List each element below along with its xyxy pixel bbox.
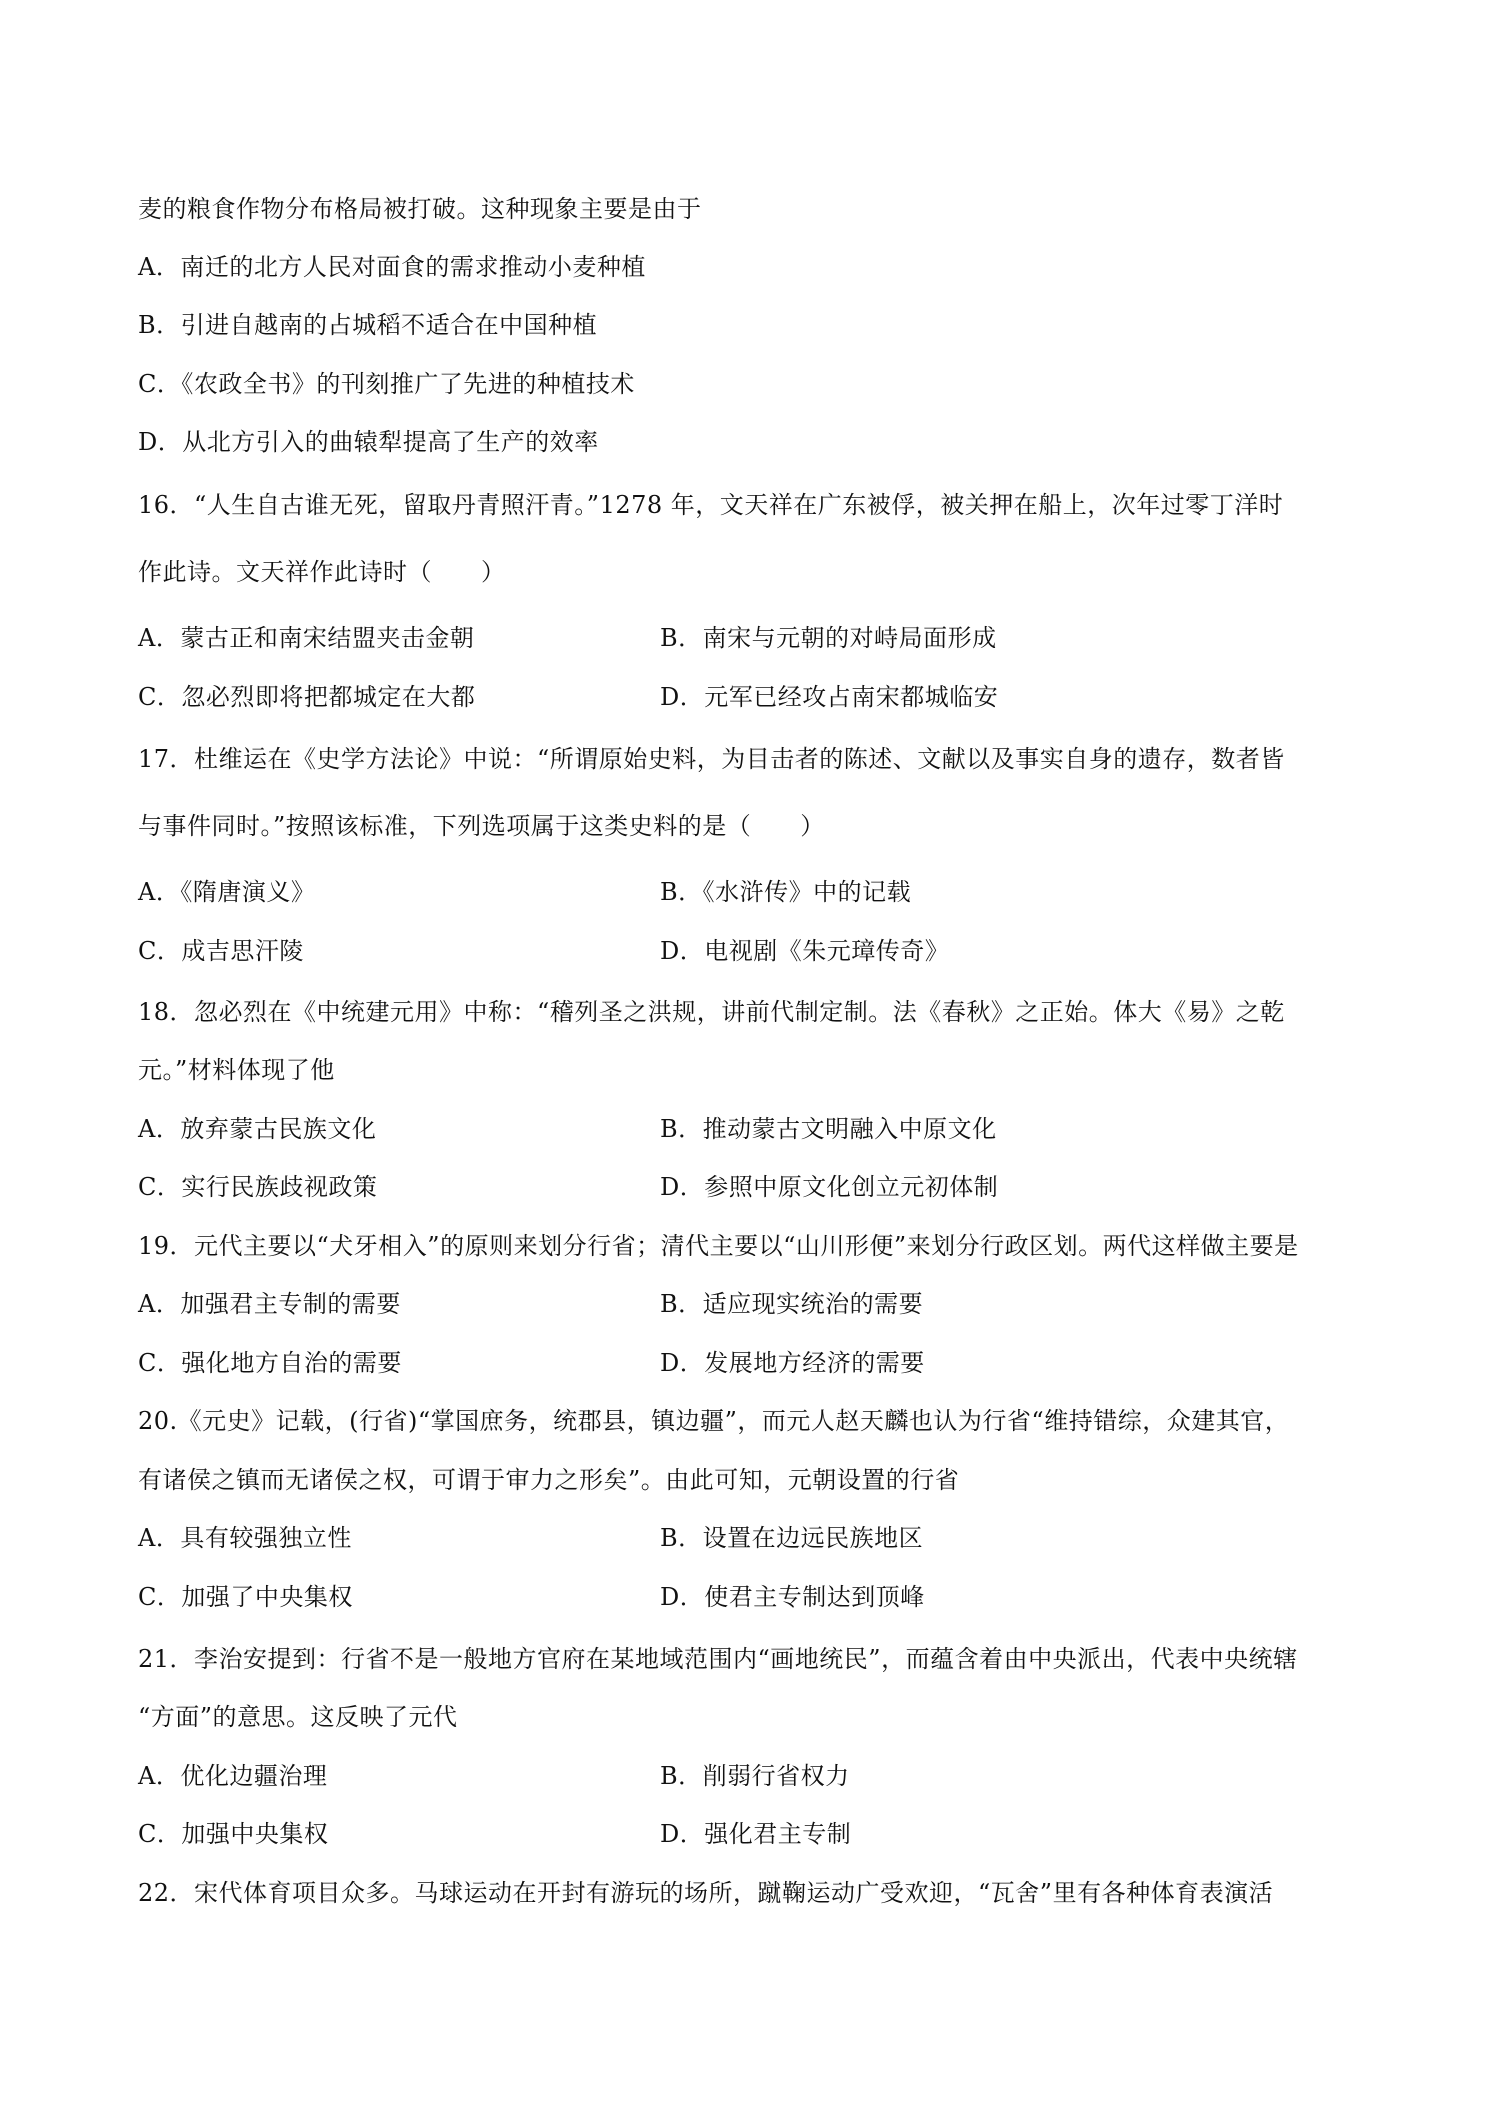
question-16-option-a: A．蒙古正和南宋结盟夹击金朝 bbox=[138, 624, 475, 652]
question-17-option-c: C．成吉思汗陵 bbox=[138, 937, 304, 965]
question-20-option-d: D．使君主专制达到顶峰 bbox=[660, 1583, 925, 1611]
question-21-option-a: A．优化边疆治理 bbox=[138, 1762, 328, 1790]
question-20-option-a: A．具有较强独立性 bbox=[138, 1524, 352, 1552]
question-17-option-d: D．电视剧《朱元璋传奇》 bbox=[660, 937, 950, 965]
question-16-option-c: C．忽必烈即将把都城定在大都 bbox=[138, 683, 476, 711]
question-17-stem-line-2: 与事件同时。”按照该标准，下列选项属于这类史料的是（ ） bbox=[138, 812, 825, 840]
question-15-option-d: D．从北方引入的曲辕犁提高了生产的效率 bbox=[138, 428, 599, 456]
question-18-option-d: D．参照中原文化创立元初体制 bbox=[660, 1173, 999, 1201]
question-16-option-d: D．元军已经攻占南宋都城临安 bbox=[660, 683, 999, 711]
question-22-stem-line-1: 22．宋代体育项目众多。马球运动在开封有游玩的场所，蹴鞠运动广受欢迎，“瓦舍”里有各种体育表演活 bbox=[138, 1879, 1274, 1907]
question-18-option-c: C．实行民族歧视政策 bbox=[138, 1173, 378, 1201]
question-17-option-a: A．《隋唐演义》 bbox=[138, 878, 316, 906]
question-18-option-b: B．推动蒙古文明融入中原文化 bbox=[660, 1115, 997, 1143]
question-19-option-b: B．适应现实统治的需要 bbox=[660, 1290, 924, 1318]
question-16-stem-line-1: 16．“人生自古谁无死，留取丹青照汗青。”1278 年，文天祥在广东被俘，被关押在船上，次年过零丁洋时 bbox=[138, 491, 1284, 519]
question-15-option-a: A．南迁的北方人民对面食的需求推动小麦种植 bbox=[138, 253, 646, 281]
question-21-stem-line-2: “方面”的意思。这反映了元代 bbox=[138, 1703, 458, 1731]
question-19-stem: 19．元代主要以“犬牙相入”的原则来划分行省；清代主要以“山川形便”来划分行政区划。两代这样做主要是 bbox=[138, 1232, 1299, 1260]
question-18-stem-line-1: 18．忽必烈在《中统建元用》中称：“稽列圣之洪规，讲前代制定制。法《春秋》之正始。体大《易》之乾 bbox=[138, 998, 1285, 1026]
question-19-option-c: C．强化地方自治的需要 bbox=[138, 1349, 402, 1377]
question-20-stem-line-2: 有诸侯之镇而无诸侯之权，可谓于审力之形矣”。由此可知，元朝设置的行省 bbox=[138, 1466, 960, 1494]
question-19-option-a: A．加强君主专制的需要 bbox=[138, 1290, 401, 1318]
question-19-option-d: D．发展地方经济的需要 bbox=[660, 1349, 925, 1377]
question-18-stem-line-2: 元。”材料体现了他 bbox=[138, 1056, 335, 1084]
question-20-option-b: B．设置在边远民族地区 bbox=[660, 1524, 924, 1552]
question-17-stem-line-1: 17．杜维运在《史学方法论》中说：“所谓原始史料，为目击者的陈述、文献以及事实自身的遗存，数者皆 bbox=[138, 745, 1285, 773]
question-15-stem-tail: 麦的粮食作物分布格局被打破。这种现象主要是由于 bbox=[138, 195, 702, 223]
question-15-option-b: B．引进自越南的占城稻不适合在中国种植 bbox=[138, 311, 598, 339]
question-21-option-c: C．加强中央集权 bbox=[138, 1820, 329, 1848]
question-18-option-a: A．放弃蒙古民族文化 bbox=[138, 1115, 377, 1143]
question-16-stem-line-2: 作此诗。文天祥作此诗时（ ） bbox=[138, 558, 506, 586]
question-17-option-b: B．《水浒传》中的记载 bbox=[660, 878, 912, 906]
question-20-option-c: C．加强了中央集权 bbox=[138, 1583, 353, 1611]
question-21-option-b: B．削弱行省权力 bbox=[660, 1762, 850, 1790]
question-16-option-b: B．南宋与元朝的对峙局面形成 bbox=[660, 624, 997, 652]
question-21-option-d: D．强化君主专制 bbox=[660, 1820, 852, 1848]
question-15-option-c: C．《农政全书》的刊刻推广了先进的种植技术 bbox=[138, 370, 635, 398]
question-20-stem-line-1: 20.《元史》记载，(行省)“掌国庶务，统郡县，镇边疆”，而元人赵天麟也认为行省“维持错综，众建其官， bbox=[138, 1407, 1290, 1435]
question-21-stem-line-1: 21．李治安提到：行省不是一般地方官府在某地域范围内“画地统民”，而蕴含着由中央派出，代表中央统辖 bbox=[138, 1645, 1298, 1673]
